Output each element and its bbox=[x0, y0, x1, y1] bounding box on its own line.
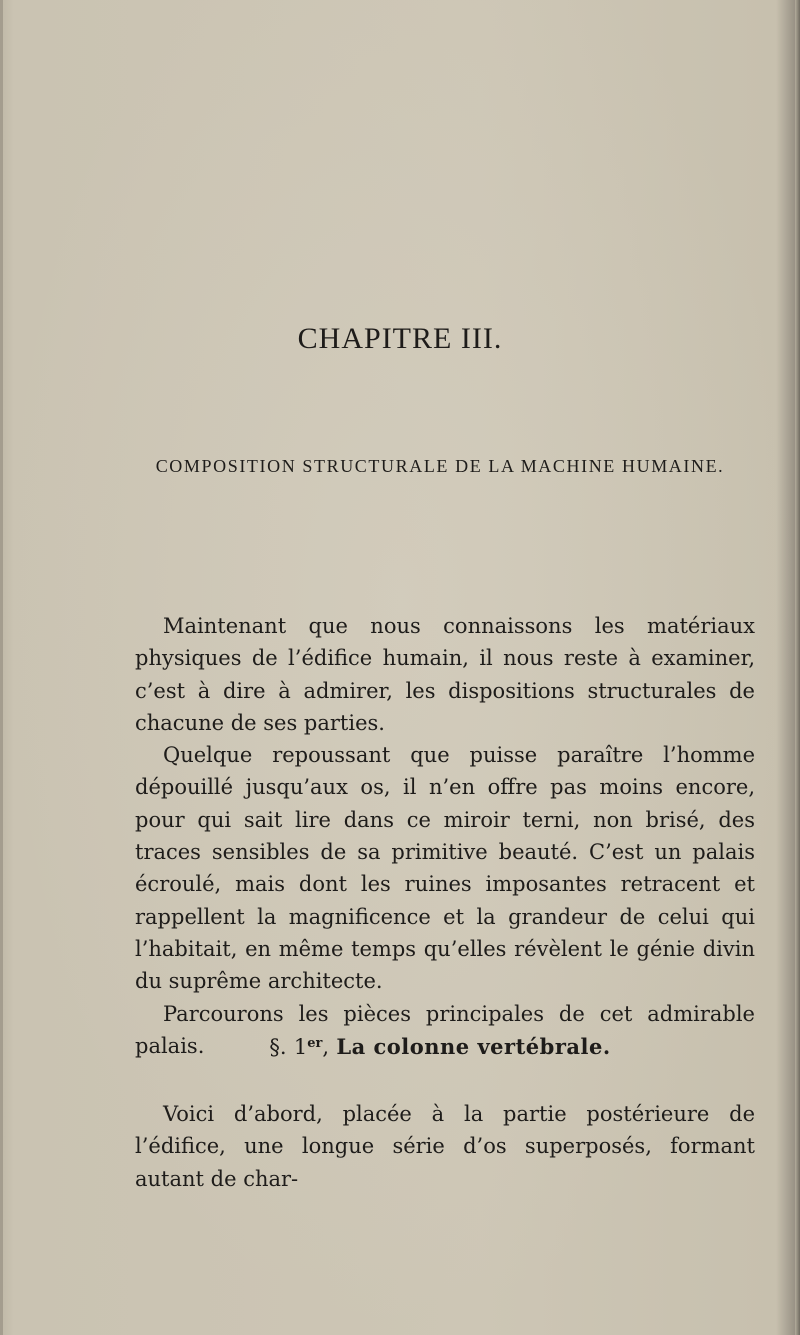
section-number-suffix: er bbox=[307, 1036, 323, 1051]
page-left-edge bbox=[0, 0, 3, 1335]
page-right-edge bbox=[795, 0, 800, 1335]
section-paragraph-1: Voici d’abord, placée à la partie postérieure de l’édifice, une longue série d’os superposés, formant autant de char- bbox=[135, 1102, 755, 1191]
section-symbol: §. bbox=[269, 1035, 287, 1059]
paragraph-3: Parcourons les pièces principales de cet admirable palais. bbox=[135, 1001, 755, 1058]
chapter-title: CHAPITRE III. bbox=[297, 322, 503, 355]
paragraph-2: Quelque repoussant que puisse paraître l’homme dépouillé jusqu’aux os, il n’en offre pas moins encore, pour qui sait lire dans ce miroir terni, non brisé, des traces sensibles de sa primitive beauté. C’est un palais écroulé, mais dont les ruines imposantes retracent et rappellent la magnificence et la grandeur de celui qui l’habitait, en même temps qu’elles révèlent le génie divin du suprême architecte. bbox=[135, 743, 755, 994]
section-number: 1 bbox=[293, 1035, 308, 1059]
chapter-subtitle: COMPOSITION STRUCTURALE DE LA MACHINE HUMAINE. bbox=[155, 456, 725, 476]
paragraph-1: Maintenant que nous connaissons les matériaux physiques de l’édifice humain, il nous reste à examiner, c’est à dire à admirer, les dispositions structurales de chacune de ses parties. bbox=[135, 614, 755, 735]
section-text bbox=[135, 1098, 755, 1195]
section-title: La colonne vertébrale. bbox=[336, 1034, 611, 1059]
section-heading: §. 1er, La colonne vertébrale. bbox=[269, 1034, 611, 1059]
intro-text bbox=[135, 610, 755, 1062]
